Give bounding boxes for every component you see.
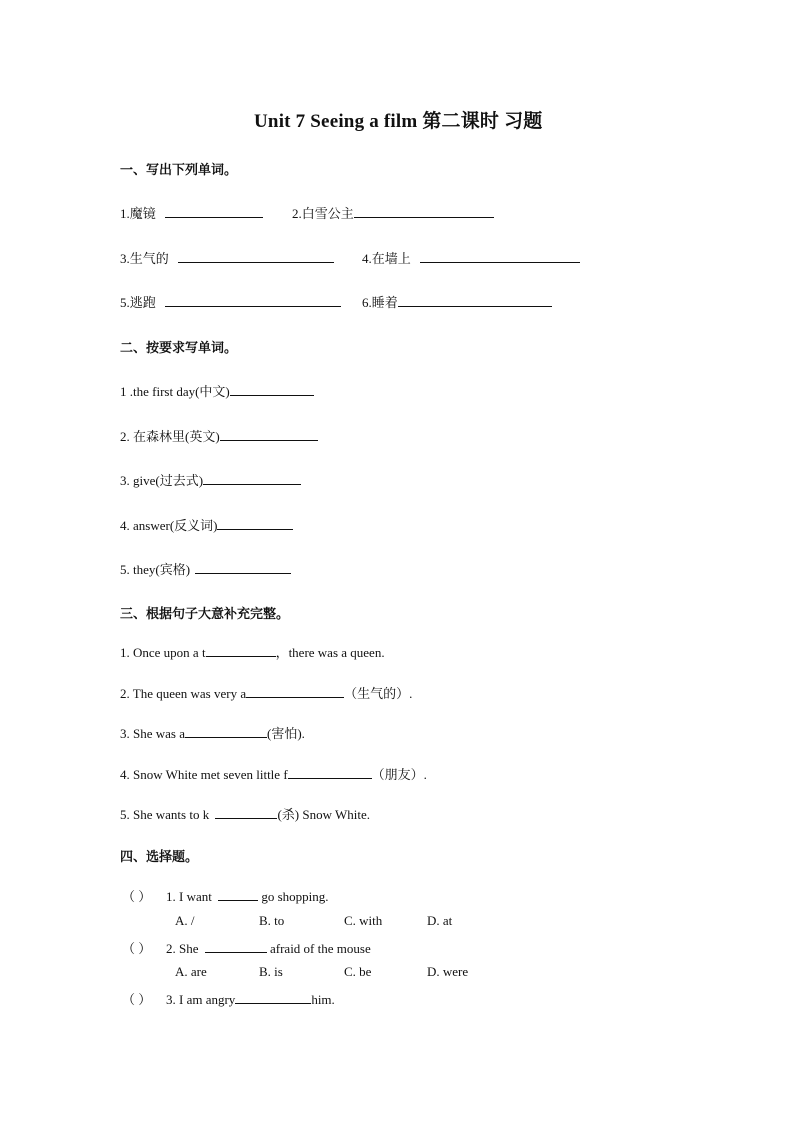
s3-item-1-after: ，there was a queen. [275,645,385,660]
s2-item-5 [120,559,291,578]
s1-item-5-label: 5.逃跑 [120,295,156,310]
s4-q1-blank[interactable] [218,888,258,901]
s3-item-3 [120,723,305,742]
s4-q1-option-a[interactable]: A. / [175,913,195,928]
s3-item-2-before: 2. The queen was very a [120,686,247,701]
s4-q2-before: 2. She [166,941,202,956]
s3-item-2-blank[interactable] [246,685,344,698]
s4-q3-after: him. [311,992,335,1007]
s1-item-1 [120,203,263,222]
s2-item-4-blank[interactable] [217,517,293,530]
s4-q3-before: 3. I am angry [166,992,236,1007]
s1-item-2-label: 2.白雪公主 [292,206,354,221]
s4-q1-option-b[interactable]: B. to [259,913,285,928]
s4-q1 [122,886,329,905]
s2-item-2-blank[interactable] [220,428,318,441]
s4-q2-answer-paren[interactable]: （ ） [122,941,152,956]
s4-q3-answer-paren[interactable]: （ ） [122,992,152,1007]
s2-item-3 [120,470,301,489]
s3-item-4 [120,764,427,783]
s3-item-4-before: 4. Snow White met seven little f [120,767,288,782]
s3-item-1-before: 1. Once upon a t [120,645,206,660]
page-title: Unit 7 Seeing a film 第二课时 习题 [254,111,543,132]
s2-item-5-blank[interactable] [195,561,291,574]
s2-item-3-text: 3. give(过去式) [120,473,204,488]
s1-item-5 [120,292,341,311]
s4-q1-answer-paren[interactable]: （ ） [122,889,152,904]
section-2-heading: 二、按要求写单词。 [120,340,238,355]
s4-q2-option-d[interactable]: D. were [427,964,469,979]
s1-item-2 [292,203,494,222]
s3-item-1-blank[interactable] [206,644,276,657]
s3-item-2 [120,683,412,702]
s1-item-3 [120,248,334,267]
s4-q1-before: 1. I want [166,889,216,904]
s2-item-1-text: 1 .the first day(中文) [120,384,230,399]
s4-q3 [122,989,335,1008]
s1-item-4-blank[interactable] [420,250,580,263]
s3-item-4-after: （朋友）. [371,767,427,782]
s4-q2-option-b[interactable]: B. is [259,964,283,979]
s3-item-3-before: 3. She was a [120,726,185,741]
s4-q1-option-d[interactable]: D. at [427,913,453,928]
s4-q1-option-c[interactable]: C. with [344,913,383,928]
s3-item-3-blank[interactable] [185,725,267,738]
s4-q3-blank[interactable] [235,991,311,1004]
s3-item-2-after: （生气的）. [344,686,413,701]
s4-q2-after: afraid of the mouse [266,941,371,956]
s1-item-3-blank[interactable] [178,250,334,263]
s2-item-3-blank[interactable] [203,472,301,485]
s4-q2-option-a[interactable]: A. are [175,964,207,979]
s4-q1-after: go shopping. [258,889,329,904]
section-1-heading: 一、写出下列单词。 [120,162,238,177]
s4-q2-option-c[interactable]: C. be [344,964,372,979]
s1-item-6-blank[interactable] [398,294,552,307]
s3-item-5-blank[interactable] [215,806,277,819]
s4-q2 [122,938,371,957]
s1-item-3-label: 3.生气的 [120,251,169,266]
s1-item-6 [362,292,552,311]
s3-item-5-before: 5. She wants to k [120,807,213,822]
s1-item-6-label: 6.睡着 [362,295,398,310]
s1-item-4 [362,248,580,267]
s1-item-5-blank[interactable] [165,294,341,307]
s3-item-1 [120,642,385,661]
s3-item-5-after: (杀) Snow White. [277,807,371,822]
section-4-heading: 四、选择题。 [120,849,199,864]
s2-item-1 [120,381,314,400]
s1-item-1-blank[interactable] [165,205,263,218]
s2-item-1-blank[interactable] [230,383,314,396]
s2-item-2 [120,426,318,445]
s2-item-2-text: 2. 在森林里(英文) [120,429,220,444]
s3-item-3-after: (害怕). [267,726,305,741]
s2-item-4 [120,515,293,534]
section-3-heading: 三、根据句子大意补充完整。 [120,606,290,621]
s2-item-4-text: 4. answer(反义词) [120,518,218,533]
s1-item-4-label: 4.在墙上 [362,251,411,266]
s1-item-2-blank[interactable] [354,205,494,218]
s3-item-5 [120,804,370,823]
s1-item-1-label: 1.魔镜 [120,206,156,221]
s3-item-4-blank[interactable] [288,766,372,779]
s2-item-5-text: 5. they(宾格) [120,562,191,577]
s4-q2-blank[interactable] [205,940,267,953]
